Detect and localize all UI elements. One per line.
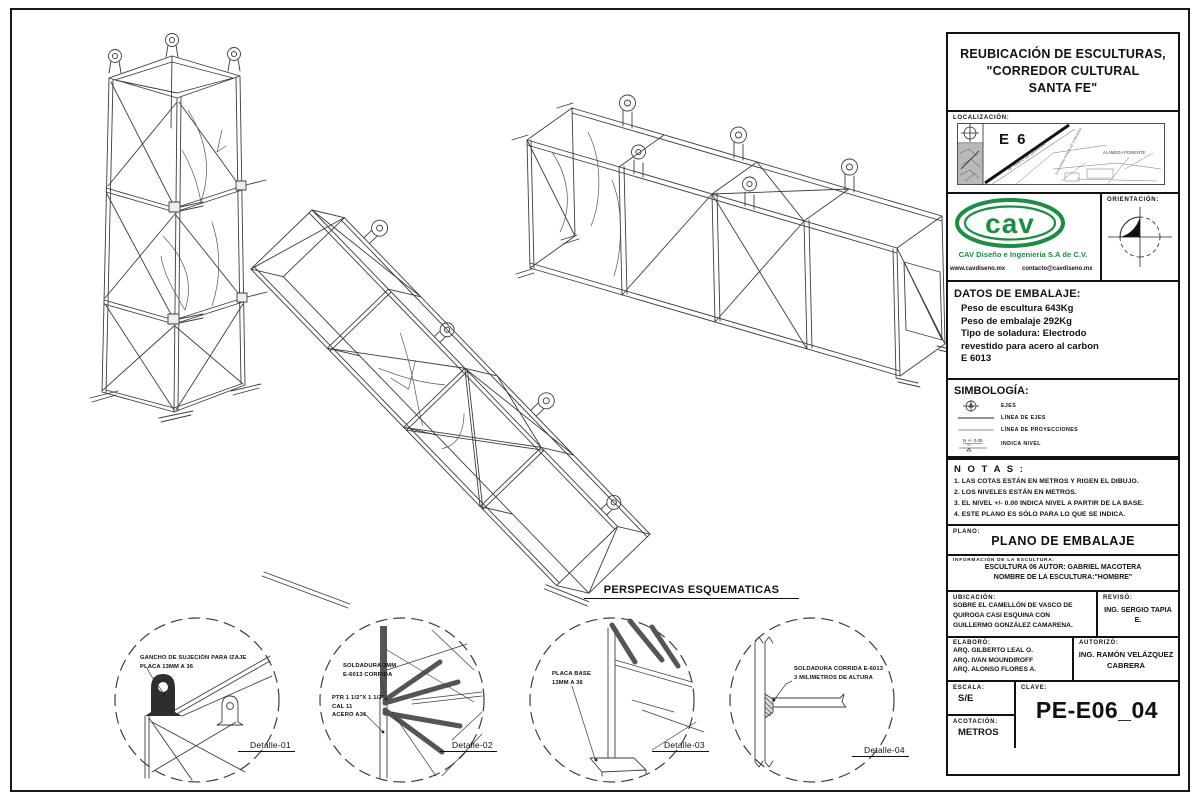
plano-label: PLANO: <box>953 529 981 535</box>
annotation-line: PTR 1 1/2"X 1 1/2" <box>332 695 385 701</box>
autorizo-label: AUTORIZÓ: <box>1079 640 1119 646</box>
acotacion-box <box>948 716 1014 748</box>
annotation-line: E-6013 CORRIDA <box>343 671 393 678</box>
elaboro-box <box>948 638 1072 680</box>
tower-feet <box>90 384 261 422</box>
projection-line-icon <box>957 427 995 433</box>
annotation-line: GANCHO DE SUJECIÓN PARA IZAJE <box>140 655 247 661</box>
axes-symbol-icon <box>957 400 995 412</box>
notas-header: N O T A S : <box>954 464 1025 475</box>
annotation-line: CAL 11 <box>332 703 353 710</box>
nota-line: 2. LOS NIVELES ESTÁN EN METROS. <box>954 488 1077 496</box>
escala-value: S/E <box>958 693 974 704</box>
crate-horizontal-isometric <box>512 95 961 387</box>
simbologia-section <box>948 380 1178 458</box>
symbol-label: EJES <box>1001 402 1017 409</box>
detail-02-label: Detalle-02 <box>440 740 497 752</box>
project-title-line: REUBICACIÓN DE ESCULTURAS, <box>960 47 1166 61</box>
ubicacion-line: SOBRE EL CAMELLÓN DE VASCO DE <box>953 602 1073 609</box>
autorizo-box <box>1072 638 1178 680</box>
escala-box <box>948 682 1014 716</box>
logo-email: contacto@cavdiseno.mx <box>1022 266 1093 272</box>
symbol-row-linea-proyecciones <box>957 424 1178 435</box>
escala-acotacion-column <box>948 682 1014 748</box>
ubicacion-box <box>948 592 1096 636</box>
detail-03-annotation <box>552 670 591 687</box>
company-logo <box>948 194 1100 280</box>
annotation-line: PLACA BASE <box>552 671 591 677</box>
map-grid-ref: E 6 <box>999 131 1028 148</box>
localizacion-section <box>948 112 1178 194</box>
plano-section <box>948 526 1178 556</box>
ubicacion-reviso-row <box>948 592 1178 638</box>
nota-line: 3. EL NIVEL +/- 0.00 INDICA NIVEL A PARTIR DE LA BASE. <box>954 499 1144 507</box>
horizontal-sculpture-lines <box>552 132 621 276</box>
level-mark-icon <box>957 436 995 452</box>
datos-header: DATOS DE EMBALAJE: <box>954 288 1081 300</box>
map-street-label-right: ALAMEDA PONIENTE <box>1103 150 1146 155</box>
sculpture-info-label: INFORMACIÓN DE LA ESCULTURA: <box>953 558 1055 563</box>
ubicacion-line: QUIROGA CASI ESQUINA CON <box>953 612 1050 620</box>
detail-03-drawing <box>572 621 704 776</box>
detail-02-annotation-ptr <box>332 694 385 720</box>
reviso-label: REVISÓ: <box>1103 595 1133 601</box>
datos-line: Tipo de soladura: Electrodo <box>961 328 1087 340</box>
tower-lifting-lugs <box>109 34 241 74</box>
detail-01-annotation <box>140 654 246 671</box>
logo-monogram: cav <box>985 208 1035 239</box>
acotacion-value: METROS <box>958 727 999 738</box>
ground-lines <box>262 572 350 608</box>
detail-04-drawing <box>755 637 846 767</box>
datos-embalaje-section <box>948 282 1178 380</box>
symbol-row-ejes <box>957 400 1178 411</box>
axis-line-icon <box>957 415 995 421</box>
logo-website: www.cavdiseno.mx <box>950 266 1006 272</box>
detail-circles <box>115 618 894 782</box>
elaboro-line: ARQ. ALONSO FLORES A. <box>953 666 1037 674</box>
crate-tilted-isometric <box>243 179 674 619</box>
localizacion-label: LOCALIZACIÓN: <box>953 115 1010 121</box>
map-street-label-diag2: GUILLERMO GONZÁLEZ CAMARENA <box>1054 127 1083 176</box>
datos-line: E 6013 <box>961 353 992 365</box>
symbol-label: INDICA NIVEL <box>1001 441 1041 447</box>
tower-clamps <box>168 180 267 324</box>
detail-02-annotation-weld <box>343 662 396 679</box>
simbologia-header: SIMBOLOGÍA: <box>954 385 1029 397</box>
logo-company-name: CAV Diseño e Ingeniería S.A de C.V. <box>958 250 1088 259</box>
clave-box <box>1014 682 1178 748</box>
detail-01-label: Detalle-01 <box>238 740 295 752</box>
reviso-value: ING. SERGIO TAPIA E. <box>1104 605 1172 625</box>
symbol-row-linea-ejes <box>957 412 1178 423</box>
sheet-border <box>10 8 1190 792</box>
tilted-lifting-lugs <box>348 217 640 517</box>
orientation-box <box>1100 194 1178 280</box>
annotation-line: SOLDADURA CORRIDA E-6013 <box>794 666 884 672</box>
ubicacion-line: GUILLERMO GONZÁLEZ CAMARENA. <box>953 622 1073 630</box>
symbol-label: LÍNEA DE EJES <box>1001 414 1046 421</box>
ubicacion-label: UBICACIÓN: <box>953 595 996 601</box>
datos-line: Peso de embalaje 292Kg <box>961 315 1072 327</box>
elaboro-label: ELABORÓ: <box>953 640 991 646</box>
horizontal-feet <box>512 103 961 387</box>
escala-label: ESCALA: <box>953 685 985 691</box>
detail-04-annotation <box>794 665 883 682</box>
north-compass-icon <box>1102 203 1176 271</box>
clave-label: CLAVE: <box>1021 685 1048 691</box>
project-title-line: SANTA FE" <box>1028 80 1098 95</box>
detail-03-label: Detalle-03 <box>652 740 709 752</box>
annotation-line: ACERO A36 <box>332 712 367 719</box>
annotation-line: SOLDADURA 3MM <box>343 663 397 669</box>
datos-line: Peso de escultura 643Kg <box>961 303 1074 314</box>
nota-line: 4. ESTE PLANO ES SÓLO PARA LO QUE SE INDICA. <box>954 510 1126 518</box>
crate-tower-isometric <box>90 34 267 423</box>
tilted-sculpture-lines <box>364 333 481 451</box>
project-title <box>948 34 1178 112</box>
escala-clave-row <box>948 682 1178 748</box>
sculpture-info-line: NOMBRE DE LA ESCULTURA:"HOMBRE" <box>993 574 1133 582</box>
symbol-label: LÍNEA DE PROYECCIONES <box>1001 426 1079 433</box>
plano-value: PLANO DE EMBALAJE <box>991 534 1135 548</box>
reviso-box <box>1096 592 1178 636</box>
horizontal-lifting-lugs <box>620 95 858 209</box>
autorizo-value: ING. RAMÓN VELÁZQUEZ CABRERA <box>1078 650 1174 670</box>
annotation-line: 3 MILIMETROS DE ALTURA <box>794 674 873 681</box>
title-block <box>946 32 1180 776</box>
sculpture-info-line: ESCULTURA 06 AUTOR: GABRIEL MACOTERA <box>984 564 1142 571</box>
clave-value: PE-E06_04 <box>1035 697 1159 723</box>
orientacion-label: ORIENTACIÓN: <box>1107 197 1159 203</box>
logo-orientation-row <box>948 194 1178 282</box>
location-map <box>957 123 1165 185</box>
detail-01-drawing <box>145 656 272 780</box>
annotation-line: PLACA 13MM A 36 <box>140 663 194 670</box>
notas-section <box>948 458 1178 526</box>
elaboro-line: ARQ. GILBERTO LEAL O. <box>953 647 1033 654</box>
elaboro-line: ARQ. IVAN MOUNDIROFF <box>953 656 1034 664</box>
svg-text:N +/- 0.00: N +/- 0.00 <box>963 438 983 443</box>
symbol-row-nivel <box>957 436 1178 452</box>
annotation-line: 13MM A 36 <box>552 679 583 686</box>
nota-line: 1. LAS COTAS ESTÁN EN METROS Y RIGEN EL DIBUJO. <box>954 478 1139 485</box>
map-street-label-diag: AV. VASCO DE QUIROGA <box>1007 142 1046 172</box>
map-compass-icon <box>961 124 979 142</box>
datos-line: revestido para acero al carbon <box>961 340 1099 352</box>
elaboro-autorizo-row <box>948 638 1178 682</box>
sculpture-info-section <box>948 556 1178 592</box>
acotacion-label: ACOTACIÓN: <box>953 719 998 725</box>
detail-04-label: Detalle-04 <box>852 745 909 757</box>
perspectives-title: PERSPECIVAS ESQUEMATICAS <box>584 584 799 599</box>
project-title-line: "CORREDOR CULTURAL <box>986 63 1140 78</box>
